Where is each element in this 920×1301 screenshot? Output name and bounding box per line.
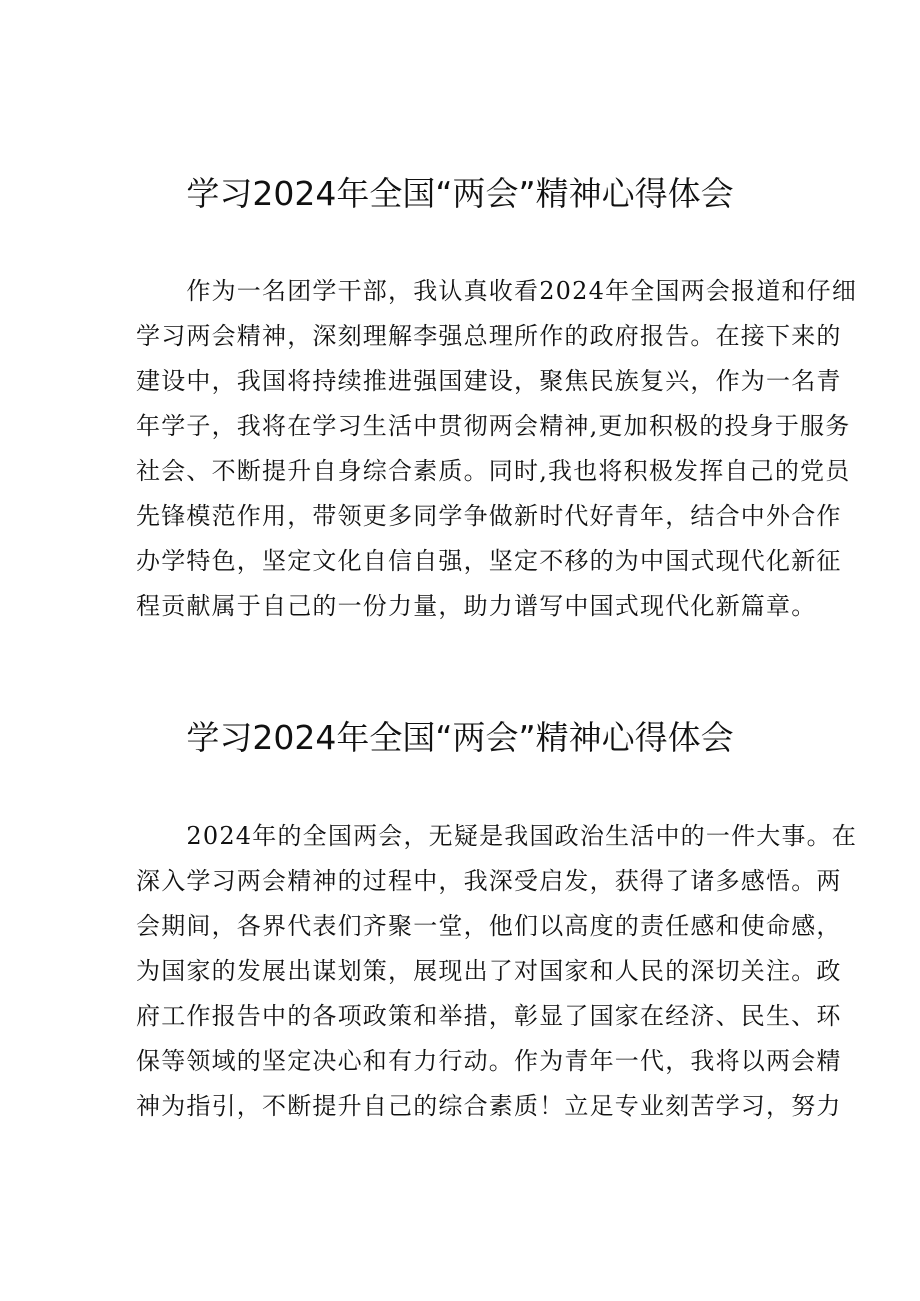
section-1-title: 学习2024年全国“两会”精神心得体会 xyxy=(186,174,734,213)
paragraph-line: 建设中，我国将持续推进强国建设，聚焦民族复兴，作为一名青 xyxy=(136,367,842,395)
paragraph-line: 2024年的全国两会，无疑是我国政治生活中的一件大事。在 xyxy=(136,822,858,850)
paragraph-line: 社会、不断提升自身综合素质。同时,我也将积极发挥自己的党员 xyxy=(136,457,851,485)
section-2-title: 学习2024年全国“两会”精神心得体会 xyxy=(186,718,734,757)
paragraph-line: 保等领域的坚定决心和有力行动。作为青年一代，我将以两会精 xyxy=(136,1047,842,1075)
paragraph-line: 神为指引，不断提升自己的综合素质！立足专业刻苦学习，努力 xyxy=(136,1092,842,1120)
section-2-paragraph xyxy=(136,814,858,1129)
paragraph-line: 程贡献属于自己的一份力量，助力谱写中国式现代化新篇章。 xyxy=(136,592,817,620)
section-1-paragraph xyxy=(136,269,858,629)
paragraph-line: 学习两会精神，深刻理解李强总理所作的政府报告。在接下来的 xyxy=(136,322,842,350)
paragraph-line: 办学特色，坚定文化自信自强，坚定不移的为中国式现代化新征 xyxy=(136,547,842,575)
paragraph-line: 年学子，我将在学习生活中贯彻两会精神,更加积极的投身于服务 xyxy=(136,412,851,440)
paragraph-line: 府工作报告中的各项政策和举措，彰显了国家在经济、民生、环 xyxy=(136,1002,842,1030)
paragraph-line: 为国家的发展出谋划策，展现出了对国家和人民的深切关注。政 xyxy=(136,957,842,985)
paragraph-line: 深入学习两会精神的过程中，我深受启发，获得了诸多感悟。两 xyxy=(136,867,842,895)
paragraph-line: 先锋模范作用，带领更多同学争做新时代好青年，结合中外合作 xyxy=(136,502,842,530)
paragraph-line: 会期间，各界代表们齐聚一堂，他们以高度的责任感和使命感， xyxy=(136,912,842,940)
paragraph-line: 作为一名团学干部，我认真收看2024年全国两会报道和仔细 xyxy=(136,277,858,305)
